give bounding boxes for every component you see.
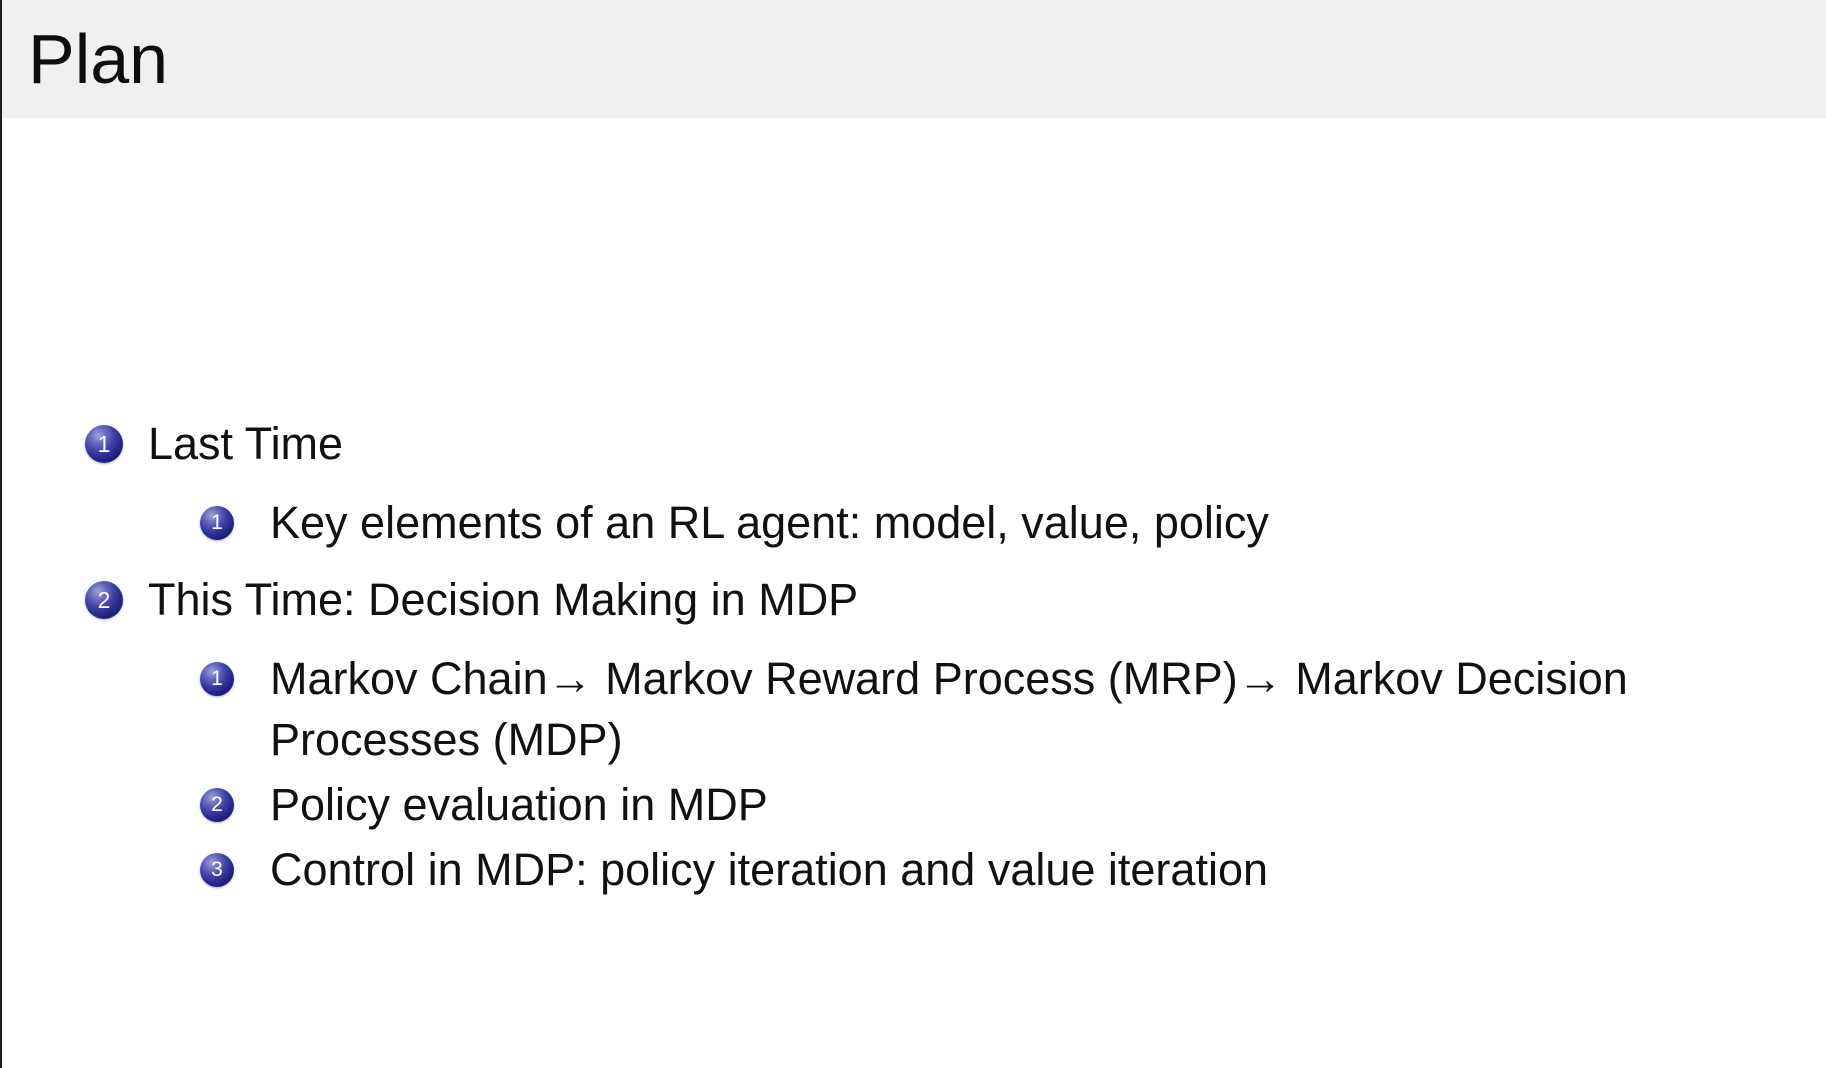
plan-item-2: [0, 572, 858, 628]
enumerate-ball-1-icon: [85, 425, 123, 463]
ball-number: 3: [211, 858, 223, 881]
ball-number: 1: [211, 667, 223, 690]
ball-number: 2: [97, 586, 111, 613]
plan-item-2-subitem-2-label: Policy evaluation in MDP: [270, 779, 768, 830]
plan-item-1-subitem-1: [0, 495, 1269, 551]
plan-item-2-label: This Time: Decision Making in MDP: [148, 574, 859, 625]
enumerate-ball-2-icon: [200, 788, 234, 822]
enumerate-ball-1-icon: [200, 506, 234, 540]
plan-item-1: [0, 416, 343, 472]
enumerate-ball-1-icon: [200, 662, 234, 696]
subitem-line-2: Processes (MDP): [270, 714, 623, 765]
plan-item-2-subitem-3-label: Control in MDP: policy iteration and value iteration: [270, 844, 1268, 895]
plan-item-1-subitem-1-label: Key elements of an RL agent: model, value, policy: [270, 497, 1269, 548]
page-title: Plan: [28, 20, 169, 98]
plan-item-2-subitem-1: [0, 648, 1628, 770]
slide-header: [0, 0, 1826, 118]
plan-item-2-subitem-2: [0, 777, 768, 833]
ball-number: 2: [211, 793, 223, 816]
plan-item-2-subitem-1-label: [270, 648, 1628, 770]
subitem-line-1: Markov Chain→ Markov Reward Process (MRP)→ Markov Decision: [270, 653, 1628, 704]
ball-number: 1: [211, 511, 223, 534]
plan-item-2-subitem-3: [0, 842, 1268, 898]
left-edge-line: [0, 0, 2, 1068]
ball-number: 1: [97, 430, 111, 457]
enumerate-ball-2-icon: [85, 581, 123, 619]
enumerate-ball-3-icon: [200, 853, 234, 887]
plan-item-1-label: Last Time: [148, 418, 344, 469]
